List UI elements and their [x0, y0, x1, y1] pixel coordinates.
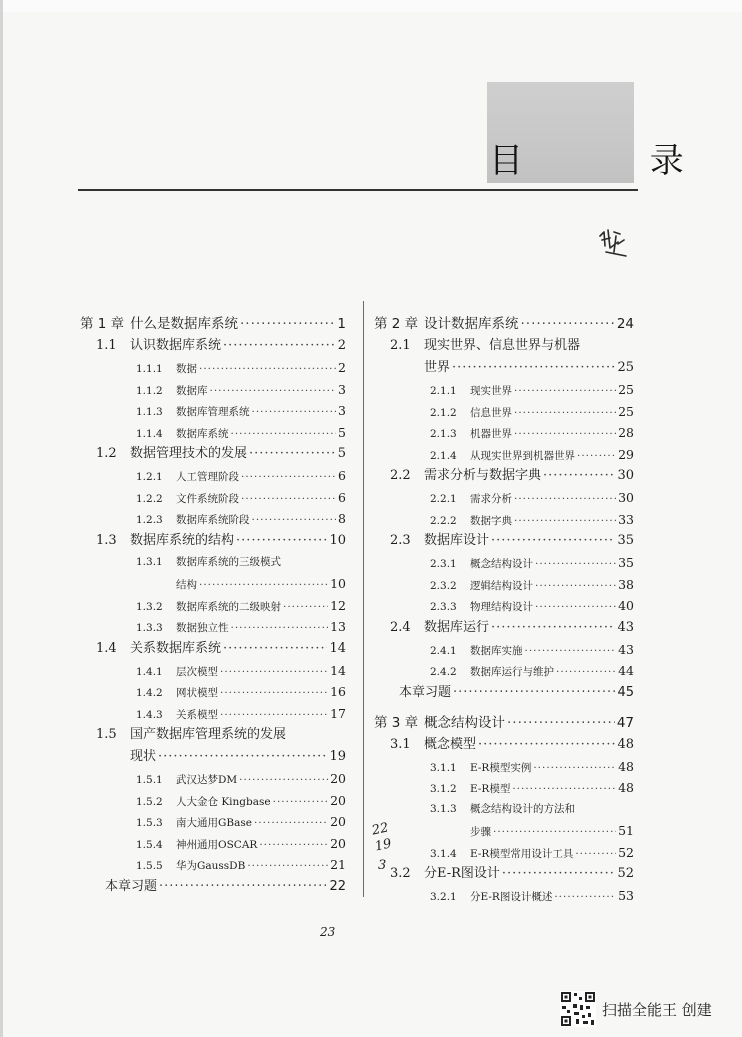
toc-subsection-entry [80, 703, 346, 725]
toc-subsection-entry [374, 509, 634, 531]
subsection-title: 从现实世界到机器世界 [470, 449, 575, 462]
subsection-number: 1.4.2 [136, 687, 163, 699]
subsection-number: 2.2.1 [430, 493, 457, 505]
dot-leader [249, 443, 336, 465]
toc-subsection-entry [80, 357, 346, 379]
section-number: 1.3 [96, 532, 117, 548]
subsection-number: 1.1.4 [136, 427, 163, 440]
page-number: 2 [338, 360, 346, 375]
toc-subsection-entry [374, 552, 634, 574]
page-number: 2 [337, 338, 346, 353]
page-number: 33 [618, 511, 634, 527]
toc-chapter-entry [374, 712, 634, 734]
page-number: 24 [616, 316, 634, 332]
section-title: 需求分析与数据字典 [424, 468, 542, 483]
dot-leader [199, 359, 336, 381]
dot-leader [199, 575, 328, 597]
section-number: 3.1 [390, 736, 411, 752]
page-number: 47 [616, 714, 634, 731]
subsection-title: 数据独立性 [176, 622, 229, 634]
section-title: 关系数据库系统 [130, 640, 222, 656]
subsection-title: 机器世界 [470, 428, 512, 440]
dot-leader [283, 597, 328, 619]
page-number: 1 [337, 316, 346, 332]
subsection-title-continued: 步骤 [470, 826, 491, 838]
subsection-title: 概念结构设计的方法和 [470, 802, 575, 815]
dot-leader [577, 446, 616, 468]
toc-subsection-entry [374, 574, 634, 596]
toc-subsection-entry [374, 885, 634, 907]
section-title: 现实世界、信息世界与机器 [424, 338, 581, 353]
column-divider [363, 301, 364, 897]
subsection-number: 1.5.4 [136, 838, 163, 851]
subsection-title: 数据库管理系统 [176, 406, 250, 418]
dot-leader [535, 554, 616, 576]
chapter-title: 概念结构设计 [424, 714, 505, 731]
toc-section-entry [374, 465, 634, 487]
page-title: 目 录 [489, 141, 742, 181]
page-number: 20 [330, 792, 346, 808]
subsection-number: 3.1.4 [430, 847, 457, 860]
section-title: 国产数据库管理系统的发展 [130, 727, 287, 742]
subsection-title: 分E-R图设计概述 [470, 891, 553, 903]
title-rule [78, 189, 638, 191]
subsection-title: 层次模型 [176, 665, 218, 678]
page-number: 5 [338, 424, 346, 440]
subsection-number: 1.5.2 [136, 795, 163, 808]
page-number: 25 [618, 403, 634, 419]
page-number: 44 [618, 663, 634, 678]
toc-subsection-entry [80, 681, 346, 703]
toc-left-column [80, 311, 346, 898]
toc-subsection-continuation [374, 820, 634, 842]
subsection-title-continued: 结构 [176, 579, 197, 591]
page-number: 14 [330, 662, 346, 678]
page-number: 5 [337, 446, 346, 461]
subsection-number: 2.3.3 [430, 601, 457, 613]
subsection-title: 神州通用OSCAR [176, 838, 258, 851]
subsection-title: 网状模型 [176, 687, 218, 699]
subsection-number: 2.2.2 [430, 514, 457, 527]
toc-subsection-entry [80, 465, 346, 487]
toc-subsection-entry [374, 595, 634, 617]
subsection-number: 1.5.5 [136, 860, 163, 872]
page-number: 8 [338, 511, 346, 526]
subsection-title: 需求分析 [470, 493, 512, 505]
dot-leader [252, 510, 337, 532]
toc-subsection-entry [374, 444, 634, 466]
subsection-number: 1.2.3 [136, 514, 163, 526]
section-title: 认识数据库系统 [130, 338, 222, 353]
toc-chapter-entry [374, 313, 634, 335]
dot-leader [223, 335, 336, 357]
top-margin [0, 0, 742, 12]
dot-leader [220, 705, 328, 727]
subsection-number: 2.3.2 [430, 579, 457, 592]
toc-section-continuation [374, 357, 634, 379]
toc-subsection-entry [80, 833, 346, 855]
subsection-title: 人工管理阶段 [176, 471, 239, 483]
dot-leader [535, 576, 616, 598]
subsection-title: E-R模型实例 [470, 761, 532, 774]
toc-subsection-entry [80, 854, 346, 876]
page-number: 30 [618, 490, 634, 505]
dot-leader [512, 779, 616, 801]
page-number: 48 [618, 780, 634, 795]
subsection-number: 1.5.1 [136, 774, 163, 786]
dot-leader [220, 662, 328, 684]
page-number: 40 [618, 598, 634, 613]
dot-leader [247, 856, 328, 878]
page-number: 53 [618, 888, 634, 903]
dot-leader [220, 683, 328, 705]
section-title: 概念模型 [424, 736, 477, 752]
section-number: 2.3 [390, 533, 411, 548]
subsection-title: 武汉达梦DM [176, 774, 238, 786]
handwritten-note: 23 [320, 925, 336, 939]
page-number: 48 [617, 736, 634, 752]
page-number: 10 [330, 576, 346, 591]
exercise-title: 本章习题 [399, 684, 452, 700]
qr-code-icon [560, 991, 596, 1027]
toc-subsection-entry [80, 487, 346, 509]
subsection-number: 3.2.1 [430, 891, 457, 903]
page-number: 3 [338, 381, 346, 397]
page-number: 28 [618, 425, 634, 440]
page-number: 45 [617, 684, 634, 700]
toc-subsection-entry [80, 811, 346, 833]
toc-subsection-entry [374, 379, 634, 401]
dot-leader [533, 758, 616, 780]
dot-leader [514, 403, 616, 425]
subsection-number: 2.4.2 [430, 666, 457, 678]
toc-section-entry [80, 443, 346, 465]
page-number: 52 [617, 866, 634, 881]
subsection-title: 物理结构设计 [470, 601, 533, 613]
section-number: 3.2 [390, 866, 411, 881]
chapter-number: 第 3 章 [374, 714, 419, 731]
subsection-title: 数据库系统的二级映射 [176, 600, 281, 613]
subsection-number: 1.1.2 [136, 384, 163, 397]
page-number: 43 [618, 641, 634, 657]
page-number: 22 [329, 878, 346, 894]
page-number: 14 [329, 640, 346, 656]
subsection-number: 1.2.2 [136, 492, 163, 505]
handwritten-note: 19 [373, 836, 393, 855]
page-number: 38 [618, 576, 634, 592]
dot-leader [231, 618, 329, 640]
dot-leader [453, 682, 615, 704]
page-number: 21 [330, 857, 346, 872]
toc-subsection-entry [374, 422, 634, 444]
dot-leader [491, 530, 615, 552]
dot-leader [478, 734, 615, 756]
section-number: 1.2 [96, 446, 117, 461]
dot-leader [491, 617, 615, 639]
page-number: 20 [330, 835, 346, 851]
toc-subsection-continuation [80, 573, 346, 595]
page-number: 25 [617, 360, 634, 375]
subsection-title: 关系模型 [176, 708, 218, 721]
subsection-number: 1.4.3 [136, 708, 163, 721]
toc-subsection-entry [374, 660, 634, 682]
toc-subsection-entry [80, 508, 346, 530]
toc-section-entry [374, 530, 634, 552]
toc-subsection-entry [80, 660, 346, 682]
handwritten-note: 22 [370, 820, 390, 839]
section-number: 2.2 [390, 468, 411, 483]
toc-subsection-entry [374, 777, 634, 799]
page-number: 10 [329, 532, 346, 548]
section-number: 1.1 [96, 338, 117, 353]
subsection-number: 1.1.3 [136, 406, 163, 418]
section-title-continued: 世界 [424, 360, 451, 375]
page-number: 12 [330, 597, 346, 613]
page-number: 25 [618, 382, 634, 397]
dot-leader [241, 489, 336, 511]
toc-section-entry [374, 617, 634, 639]
subsection-title: 数据库 [176, 384, 208, 397]
page-number: 35 [617, 533, 634, 548]
page-number: 30 [617, 468, 634, 483]
dot-leader [521, 313, 615, 335]
dot-leader [535, 597, 616, 619]
toc-section-entry [374, 335, 634, 357]
chapter-number: 第 1 章 [80, 316, 125, 332]
section-number: 1.5 [96, 727, 117, 742]
dot-leader [236, 530, 327, 552]
subsection-title: 数据库系统 [176, 427, 229, 440]
section-number: 2.4 [390, 619, 411, 635]
dot-leader [252, 402, 337, 424]
page-number: 6 [338, 468, 346, 483]
dot-leader [254, 813, 328, 835]
page-number: 51 [618, 823, 634, 838]
toc-subsection-entry [374, 639, 634, 661]
dot-leader [514, 489, 616, 511]
toc-section-entry [374, 863, 634, 885]
subsection-title: 逻辑结构设计 [470, 579, 533, 592]
section-title: 数据库运行 [424, 619, 490, 635]
dot-leader [239, 770, 328, 792]
dot-leader [514, 424, 616, 446]
subsection-title: 数据库实施 [470, 644, 523, 657]
dot-leader [493, 822, 616, 844]
dot-leader [241, 467, 336, 489]
page-number: 3 [338, 403, 346, 418]
toc-subsection-entry [80, 768, 346, 790]
dot-leader [259, 835, 328, 857]
page-number: 29 [618, 446, 634, 462]
toc-exercise-entry [374, 682, 634, 704]
subsection-title: 现实世界 [470, 385, 512, 397]
watermark-text: 扫描全能王 创建 [602, 1000, 712, 1019]
dot-leader [452, 357, 615, 379]
toc-section-entry [80, 724, 346, 746]
page-number: 19 [329, 749, 346, 764]
page-number: 20 [330, 814, 346, 829]
dot-leader [575, 844, 616, 866]
scanner-watermark [560, 989, 740, 1029]
toc-section-entry [80, 530, 346, 552]
subsection-number: 3.1.3 [430, 802, 457, 815]
page-number: 17 [330, 705, 346, 721]
subsection-number: 1.1.1 [136, 363, 163, 375]
subsection-title: 信息世界 [470, 406, 512, 419]
dot-leader [158, 746, 327, 768]
dot-leader [507, 712, 615, 734]
page-number: 6 [338, 489, 346, 505]
toc-subsection-entry [80, 790, 346, 812]
section-title: 分E-R图设计 [424, 866, 500, 881]
dot-leader [556, 662, 616, 684]
toc-subsection-entry [80, 379, 346, 401]
page-number: 16 [330, 684, 346, 699]
section-title: 数据库设计 [424, 533, 490, 548]
subsection-number: 1.2.1 [136, 471, 163, 483]
subsection-number: 2.1.1 [430, 385, 457, 397]
subsection-title: 数据库系统阶段 [176, 514, 250, 526]
subsection-number: 1.3.3 [136, 622, 163, 634]
dot-leader [554, 887, 616, 909]
page-number: 35 [618, 555, 634, 570]
dot-leader [543, 465, 615, 487]
handwritten-signature-icon [596, 222, 630, 262]
chapter-title: 什么是数据库系统 [130, 316, 238, 332]
page-edge [0, 0, 3, 1037]
page-number: 20 [330, 771, 346, 786]
toc-subsection-entry [374, 799, 634, 821]
subsection-number: 1.4.1 [136, 665, 163, 678]
toc-right-column [374, 311, 634, 907]
toc-subsection-entry [80, 616, 346, 638]
subsection-title: 概念结构设计 [470, 558, 533, 570]
toc-subsection-entry [80, 422, 346, 444]
dot-leader [223, 638, 327, 660]
page-number: 13 [330, 619, 346, 634]
subsection-title: 数据库运行与维护 [470, 666, 554, 678]
dot-leader [525, 641, 617, 663]
subsection-title: 数据库系统的三级模式 [176, 555, 281, 568]
section-title: 数据库系统的结构 [130, 532, 235, 548]
subsection-title: E-R模型常用设计工具 [470, 847, 574, 860]
handwritten-note: 3 [378, 858, 387, 873]
section-number: 1.4 [96, 640, 117, 656]
subsection-number: 1.3.1 [136, 555, 163, 568]
dot-leader [273, 792, 328, 814]
page-number: 43 [617, 619, 634, 635]
toc-subsection-entry [374, 756, 634, 778]
toc-section-continuation [80, 746, 346, 768]
toc-subsection-entry [374, 401, 634, 423]
chapter-number: 第 2 章 [374, 316, 419, 332]
toc-subsection-entry [374, 842, 634, 864]
subsection-title: 数据字典 [470, 514, 512, 527]
toc-chapter-entry [80, 313, 346, 335]
dot-leader [159, 876, 327, 898]
subsection-title: E-R模型 [470, 783, 511, 795]
section-number: 2.1 [390, 338, 411, 353]
section-title: 数据管理技术的发展 [130, 446, 248, 461]
toc-subsection-entry [374, 487, 634, 509]
chapter-title: 设计数据库系统 [424, 316, 519, 332]
dot-leader [210, 381, 337, 403]
subsection-title: 人大金仓 Kingbase [176, 795, 271, 808]
toc-section-entry [80, 638, 346, 660]
subsection-number: 2.3.1 [430, 558, 457, 570]
dot-leader [514, 381, 616, 403]
dot-leader [514, 511, 616, 533]
subsection-number: 3.1.1 [430, 761, 457, 774]
subsection-number: 2.1.3 [430, 428, 457, 440]
subsection-title: 华为GaussDB [176, 860, 246, 872]
subsection-title: 文件系统阶段 [176, 492, 239, 505]
subsection-number: 2.4.1 [430, 644, 457, 657]
subsection-title: 数据 [176, 363, 197, 375]
page-number: 52 [618, 844, 634, 860]
toc-subsection-entry [80, 400, 346, 422]
toc-section-entry [80, 335, 346, 357]
dot-leader [502, 863, 616, 885]
toc-exercise-entry [80, 876, 346, 898]
dot-leader [240, 313, 335, 335]
subsection-number: 1.5.3 [136, 817, 163, 829]
dot-leader [231, 424, 337, 446]
subsection-number: 2.1.4 [430, 449, 457, 462]
subsection-number: 1.3.2 [136, 600, 163, 613]
subsection-number: 3.1.2 [430, 783, 457, 795]
toc-section-entry [374, 734, 634, 756]
subsection-title: 南大通用GBase [176, 817, 252, 829]
toc-subsection-entry [80, 595, 346, 617]
subsection-number: 2.1.2 [430, 406, 457, 419]
section-title-continued: 现状 [130, 749, 157, 764]
exercise-title: 本章习题 [105, 878, 158, 894]
page-number: 48 [618, 758, 634, 774]
toc-subsection-entry [80, 552, 346, 574]
